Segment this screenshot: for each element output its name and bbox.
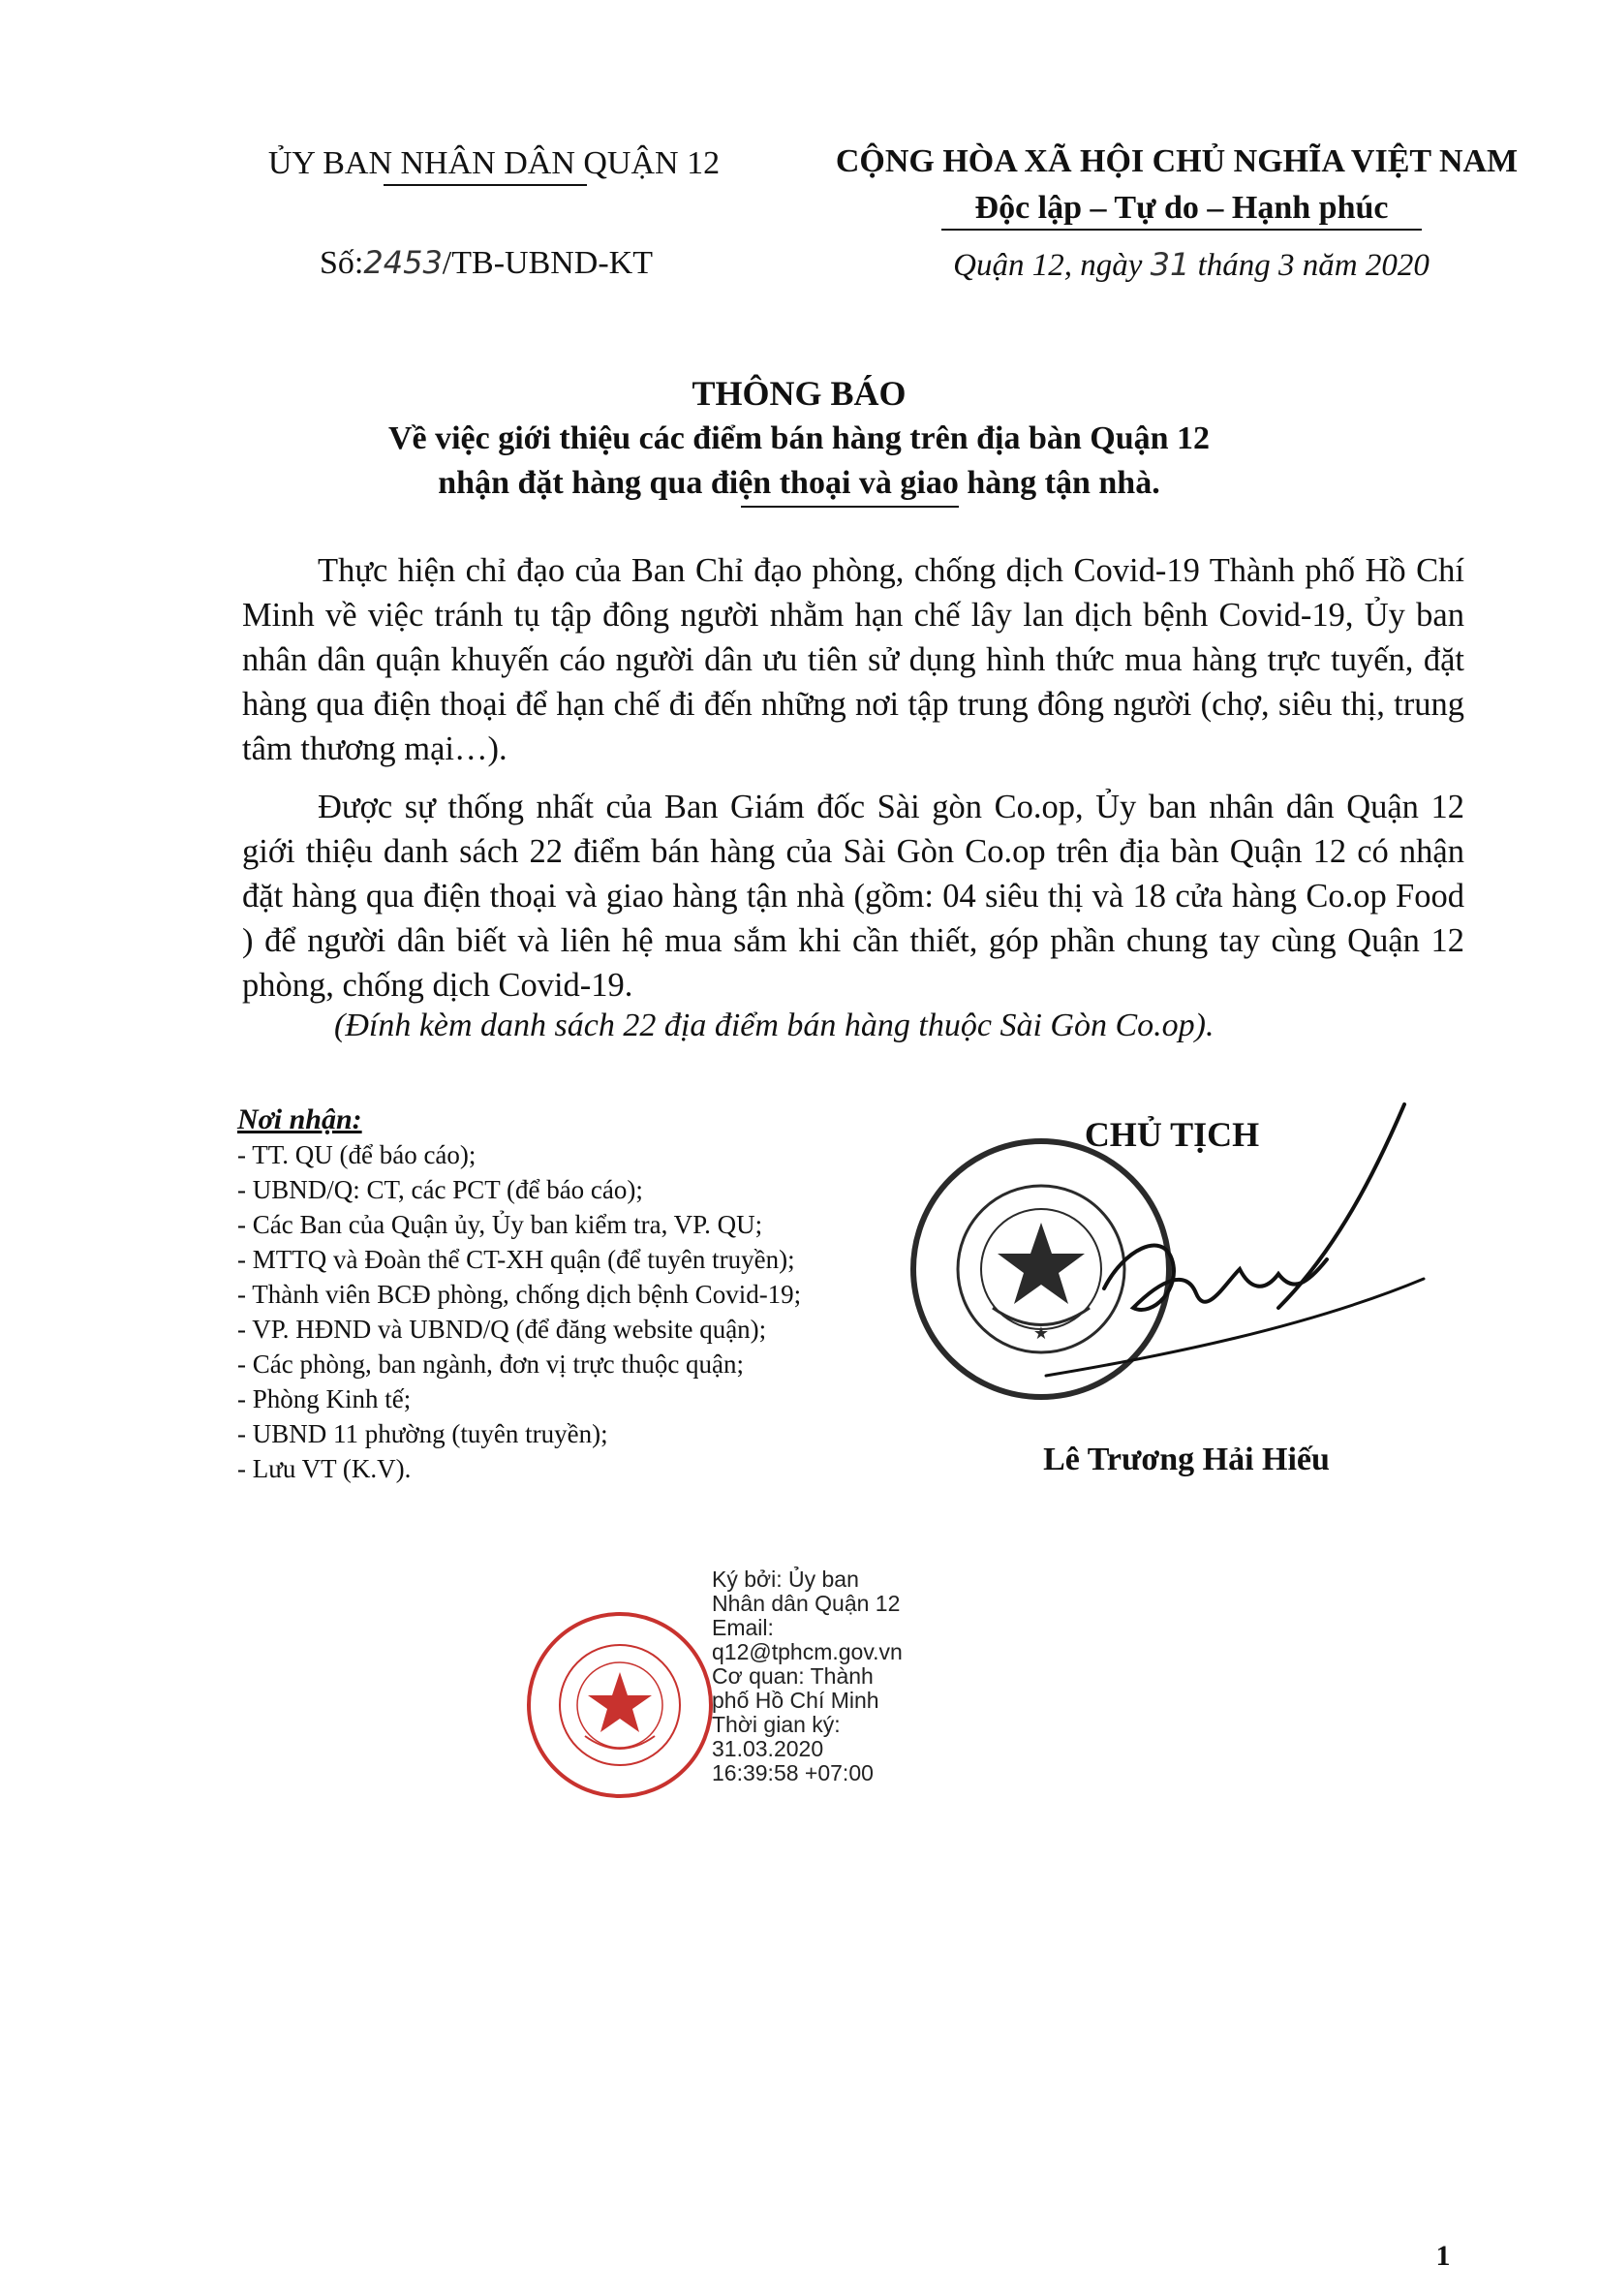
document-subtitle-line2: nhận đặt hàng qua điện thoại và giao hàng tận nhà. — [438, 465, 1160, 501]
body-paragraph-2 — [242, 785, 1464, 1008]
recipients-list — [237, 1102, 915, 1486]
date-day-handwritten: 31 — [1150, 246, 1190, 283]
document-date — [901, 246, 1482, 284]
body-paragraph-2-text: Được sự thống nhất của Ban Giám đốc Sài gòn Co.op, Ủy ban nhân dân Quận 12 giới thiệu danh sách 22 điểm bán hàng của Sài Gòn Co.op trên địa bàn Quận 12 có nhận đặt hàng qua điện thoại và giao hàng tận nhà (gồm: 04 siêu thị và 18 cửa hàng Co.op Food ) để người dân biết và liên hệ mua sắm khi cần thiết, góp phần chung tay cùng Quận 12 phòng, chống dịch Covid-19. — [242, 789, 1464, 1004]
digital-signature-line: phố Hồ Chí Minh — [712, 1688, 879, 1713]
digital-stamp-icon — [523, 1608, 717, 1802]
digital-signature-line: Cơ quan: Thành — [712, 1663, 874, 1689]
digital-signature-line: 31.03.2020 — [712, 1736, 824, 1761]
body-paragraph-1-text: Thực hiện chỉ đạo của Ban Chỉ đạo phòng, chống dịch Covid-19 Thành phố Hồ Chí Minh về việc tránh tụ tập đông người nhằm hạn chế lây lan dịch bệnh Covid-19, Ủy ban nhân dân quận khuyến cáo người dân ưu tiên sử dụng hình thức mua hàng trực tuyến, đặt hàng qua điện thoại để hạn chế đi đến những nơi tập trung đông người (chợ, siêu thị, trung tâm thương mại…). — [242, 552, 1464, 767]
nation-title: CỘNG HÒA XÃ HỘI CHỦ NGHĨA VIỆT NAM — [835, 143, 1519, 179]
digital-signature-info — [712, 1567, 1002, 1785]
body-paragraph-1 — [242, 548, 1464, 771]
list-item: - UBND 11 phường (tuyên truyền); — [237, 1419, 608, 1448]
date-prefix: Quận 12, ngày — [953, 248, 1143, 283]
list-item: - UBND/Q: CT, các PCT (để báo cáo); — [237, 1175, 643, 1204]
signer-position: CHỦ TỊCH — [1084, 1115, 1260, 1154]
list-item: - MTTQ và Đoàn thể CT-XH quận (để tuyên truyền); — [237, 1245, 795, 1274]
date-suffix: tháng 3 năm 2020 — [1197, 248, 1430, 283]
list-item: - Các Ban của Quận ủy, Ủy ban kiểm tra, VP. QU; — [237, 1210, 763, 1239]
digital-signature-line: q12@tphcm.gov.vn — [712, 1639, 903, 1664]
list-item: - VP. HĐND và UBND/Q (để đăng website quận); — [237, 1315, 767, 1344]
digital-signature-line: Thời gian ký: — [712, 1712, 841, 1737]
document-title: THÔNG BÁO — [692, 374, 907, 413]
national-motto: Độc lập – Tự do – Hạnh phúc — [974, 190, 1389, 226]
signer-name: Lê Trương Hải Hiếu — [1043, 1442, 1330, 1477]
svg-text:★: ★ — [1032, 1323, 1050, 1344]
issuing-organization: ỦY BAN NHÂN DÂN QUẬN 12 — [267, 145, 721, 181]
document-subtitle-line1: Về việc giới thiệu các điểm bán hàng trên địa bàn Quận 12 — [387, 420, 1211, 456]
list-item: - TT. QU (để báo cáo); — [237, 1140, 477, 1169]
recipients-title: Nơi nhận: — [237, 1103, 362, 1135]
digital-signature-line: Ký bởi: Ủy ban — [712, 1567, 859, 1592]
digital-signature-line: Nhân dân Quận 12 — [712, 1591, 901, 1616]
page-number: 1 — [1435, 2240, 1451, 2272]
doc-number-prefix: Số: — [320, 245, 364, 281]
org-underline — [384, 184, 587, 186]
digital-signature-line: Email: — [712, 1615, 774, 1640]
attachment-note: (Đính kèm danh sách 22 địa điểm bán hàng thuộc Sài Gòn Co.op). — [334, 1008, 1215, 1043]
subtitle-underline — [741, 506, 959, 508]
motto-underline — [941, 229, 1422, 231]
list-item: - Thành viên BCĐ phòng, chống dịch bệnh Covid-19; — [237, 1280, 802, 1309]
doc-number-handwritten: 2453 — [363, 244, 443, 281]
handwritten-signature-icon — [1017, 1085, 1462, 1405]
digital-signature-line: 16:39:58 +07:00 — [712, 1760, 874, 1785]
list-item: - Phòng Kinh tế; — [237, 1384, 412, 1413]
doc-number-suffix: /TB-UBND-KT — [442, 245, 653, 281]
list-item: - Lưu VT (K.V). — [237, 1454, 412, 1483]
list-item: - Các phòng, ban ngành, đơn vị trực thuộc quận; — [237, 1350, 745, 1379]
document-number — [320, 244, 726, 282]
